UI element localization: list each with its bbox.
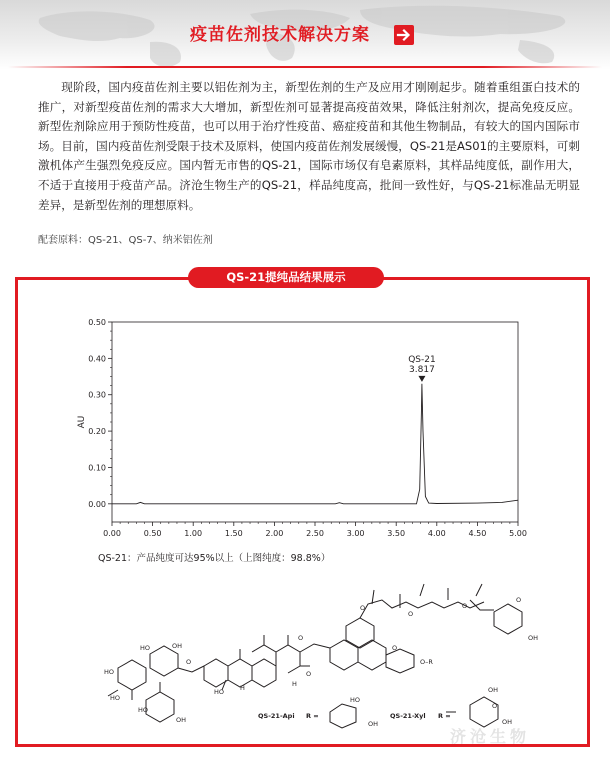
y-tick-label: 0.30	[88, 390, 106, 400]
svg-text:O: O	[360, 604, 366, 612]
intro-paragraph: 现阶段，国内疫苗佐剂主要以铝佐剂为主，新型佐剂的生产及应用才刚刚起步。随着重组蛋白技术的推广，对新型疫苗佐剂的需求大大增加，新型佐剂可显著提高疫苗效果，降低注射剂次，提高免疫反应。新型佐剂除应用于预防性疫苗，也可以用于治疗性疫苗、癌症疫苗和其他生物制品，有较大的国内国际市场。目前，国内疫苗佐剂受限于技术及原料，使国内疫苗佐剂发展缓慢，QS-21是AS01的主要原料，可刺激机体产生强烈免疫反应。国内暂无市售的QS-21，国际市场仅有皂素原料，其样品纯度低，副作用大，不适于直接用于疫苗产品。济沧生物生产的QS-21，样品纯度高，批间一致性好，与QS-21标准品无明显差异，是新型佐剂的理想原料。	[38, 80, 580, 212]
chart-caption: QS-21：产品纯度可达95%以上（上图纯度：98.8%）	[98, 553, 331, 564]
svg-text:OH: OH	[176, 716, 187, 724]
result-panel-frame	[15, 277, 590, 747]
title-underline	[8, 66, 602, 68]
watermark: 济沧生物	[450, 727, 531, 746]
result-panel-title: QS-21提纯品结果展示	[188, 267, 384, 288]
svg-text:O: O	[408, 610, 414, 618]
svg-text:O: O	[186, 658, 192, 666]
svg-text:OH: OH	[488, 686, 499, 694]
svg-text:O: O	[462, 602, 468, 610]
svg-text:HO: HO	[138, 706, 149, 714]
svg-text:H: H	[240, 684, 245, 692]
x-tick-label: 0.50	[143, 529, 162, 538]
svg-text:HO: HO	[350, 696, 361, 704]
y-tick-label: 0.10	[88, 463, 106, 473]
svg-text:O–R: O–R	[420, 658, 433, 666]
x-tick-label: 4.00	[427, 529, 446, 538]
svg-text:O: O	[516, 596, 522, 604]
x-tick-label: 4.50	[468, 529, 487, 538]
peak-label-name: QS-21	[408, 354, 436, 365]
svg-text:HO: HO	[110, 694, 121, 702]
svg-text:OH: OH	[502, 718, 513, 726]
x-tick-label: 0.00	[103, 529, 121, 538]
x-tick-label: 1.50	[224, 529, 243, 538]
label-qs21-api: QS-21-Api	[258, 712, 295, 720]
svg-text:O: O	[306, 670, 312, 678]
label-r-eq-1: R =	[306, 712, 319, 720]
arrow-right-icon	[394, 25, 414, 45]
label-qs21-xyl: QS-21-Xyl	[390, 712, 426, 720]
x-tick-label: 3.00	[346, 529, 365, 538]
x-tick-label: 2.00	[265, 529, 284, 538]
section-title	[0, 22, 610, 48]
x-tick-label: 3.50	[387, 529, 406, 538]
x-tick-label: 5.00	[509, 529, 527, 538]
y-axis-label: AU	[77, 415, 87, 429]
x-tick-label: 2.50	[306, 529, 324, 538]
label-r-eq-2: R =	[438, 712, 451, 720]
svg-text:HO: HO	[104, 668, 115, 676]
peak-label-value: 3.817	[409, 364, 435, 375]
materials-line: 配套原料：QS-21、QS-7、纳米铝佐剂	[38, 235, 213, 246]
svg-text:H: H	[292, 680, 297, 688]
svg-text:O: O	[392, 644, 398, 652]
page-title: 疫苗佐剂技术解决方案	[190, 25, 370, 45]
svg-text:O: O	[298, 634, 304, 642]
svg-text:HO: HO	[140, 644, 151, 652]
x-tick-label: 1.00	[184, 529, 203, 538]
svg-text:OH: OH	[528, 634, 539, 642]
y-tick-label: 0.20	[88, 427, 106, 437]
svg-text:O: O	[492, 702, 498, 710]
y-tick-label: 0.00	[88, 499, 106, 509]
y-tick-label: 0.50	[88, 318, 106, 327]
y-tick-label: 0.40	[88, 354, 106, 364]
svg-text:OH: OH	[172, 642, 183, 650]
svg-text:OH: OH	[368, 720, 379, 728]
svg-text:HO: HO	[214, 688, 225, 696]
